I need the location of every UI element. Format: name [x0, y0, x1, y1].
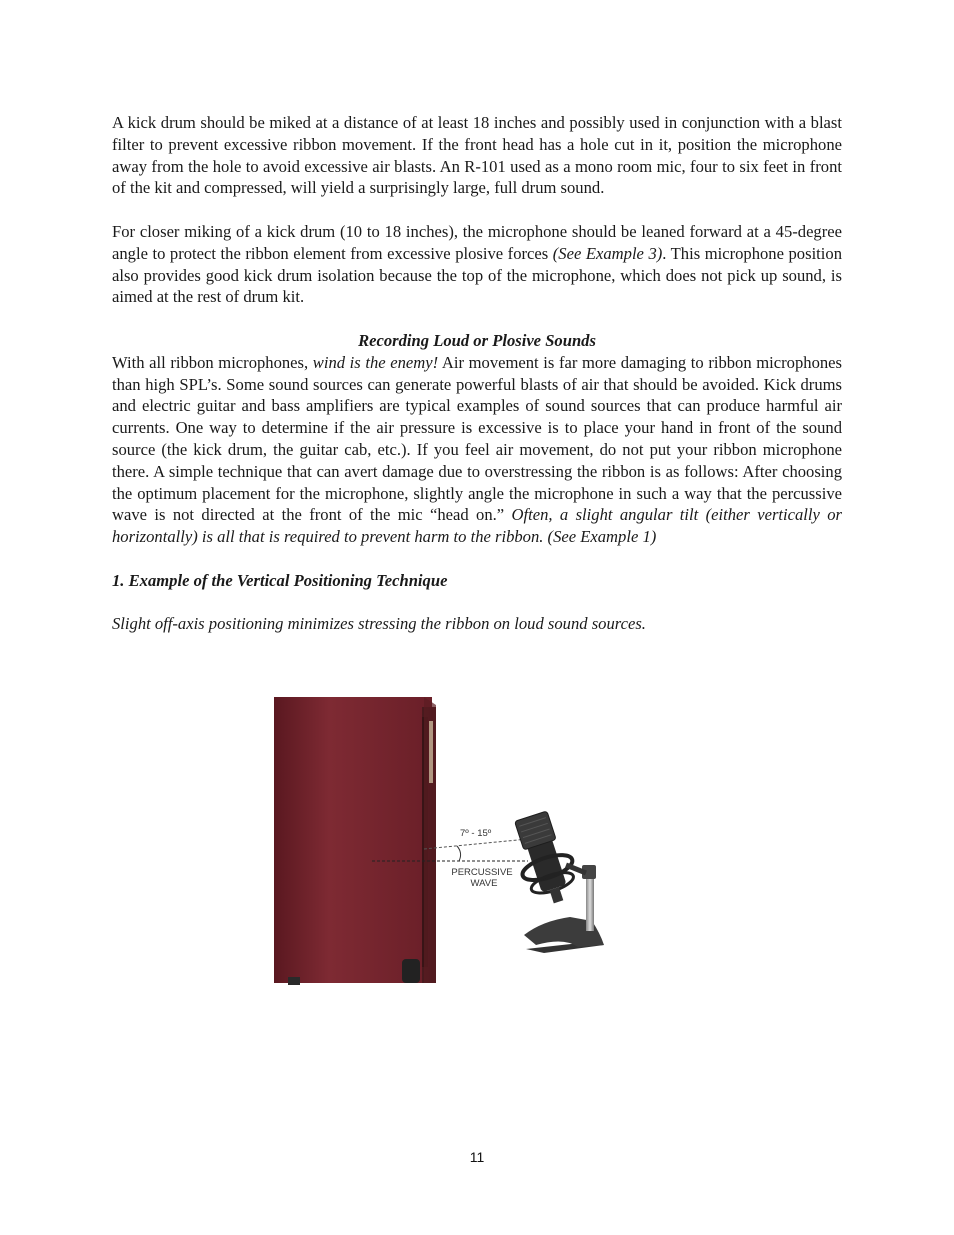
- section-heading: Recording Loud or Plosive Sounds: [358, 330, 596, 350]
- close-miking-text: For closer miking of a kick drum (10 to 18 inches), the microphone should be leaned forward at a 45-degree angle to protect the ribbon element from excessive plosive forces: [112, 221, 842, 263]
- angle-arc: [457, 846, 461, 861]
- wind-text-main: Air movement is far more damaging to ribbon microphones than high SPL’s. Some sound sources can generate powerful blasts of air that should be avoided. Kick drums and electric guitar and bass amplifiers are typical examples of sound sources that can produce harmful air currents. One way to determine if the air pressure is excessive is to place your hand in front of the sound source (the kick drum, the guitar cab, etc.). If you feel air movement, do not put your ribbon microphone there. A simple technique that can avert damage due to overstressing the ribbon is as follows: After choosing the optimum placement for the microphone, slightly angle the microphone in such a way that the percussive wave is not directed at the front of the mic “head on.”: [112, 352, 842, 525]
- example-caption: Slight off-axis positioning minimizes stressing the ribbon on loud sound sources.: [112, 614, 646, 634]
- wave-label-line-1: PERCUSSIVE: [451, 867, 513, 878]
- example-title: 1. Example of the Vertical Positioning Technique: [112, 570, 448, 590]
- example-3-reference: (See Example 3): [552, 243, 663, 263]
- paragraph-wind-enemy: [112, 352, 842, 548]
- ribbon-microphone: [506, 808, 583, 910]
- positioning-figure: [274, 697, 680, 1001]
- wave-label-line-2: WAVE: [470, 878, 498, 889]
- paragraph-kick-drum-distance: A kick drum should be miked at a distance of at least 18 inches and possibly used in conjunction with a blast filter to prevent excessive ribbon movement. If the front head has a hole cut in it, position the microphone away from the hole to avoid excessive air blasts. An R-101 used as a mono room mic, four to six feet in front of the kit and compressed, will yield a surprisingly large, full drum sound.: [112, 113, 842, 198]
- document-body: [112, 112, 842, 635]
- wind-text-start: With all ribbon microphones,: [112, 352, 313, 372]
- amp-and-microphone-illustration: [274, 697, 680, 1001]
- paragraph-close-miking: [112, 221, 842, 308]
- close-miking-text-end: . This microphone position also provides good kick drum isolation because the top of the microphone, which does not pick up sound, is aimed at the rest of drum kit.: [112, 243, 842, 307]
- page-number: 11: [469, 1149, 485, 1165]
- angle-label: 7º - 15º: [460, 828, 492, 839]
- angle-line: [424, 839, 528, 849]
- wind-text-italic: Often, a slight angular tilt (either vertically or horizontally) is all that is required to prevent harm to the ribbon. (See Example 1): [112, 505, 842, 547]
- wind-emphasis: wind is the enemy!: [312, 352, 439, 372]
- amplifier-cabinet: [274, 697, 436, 985]
